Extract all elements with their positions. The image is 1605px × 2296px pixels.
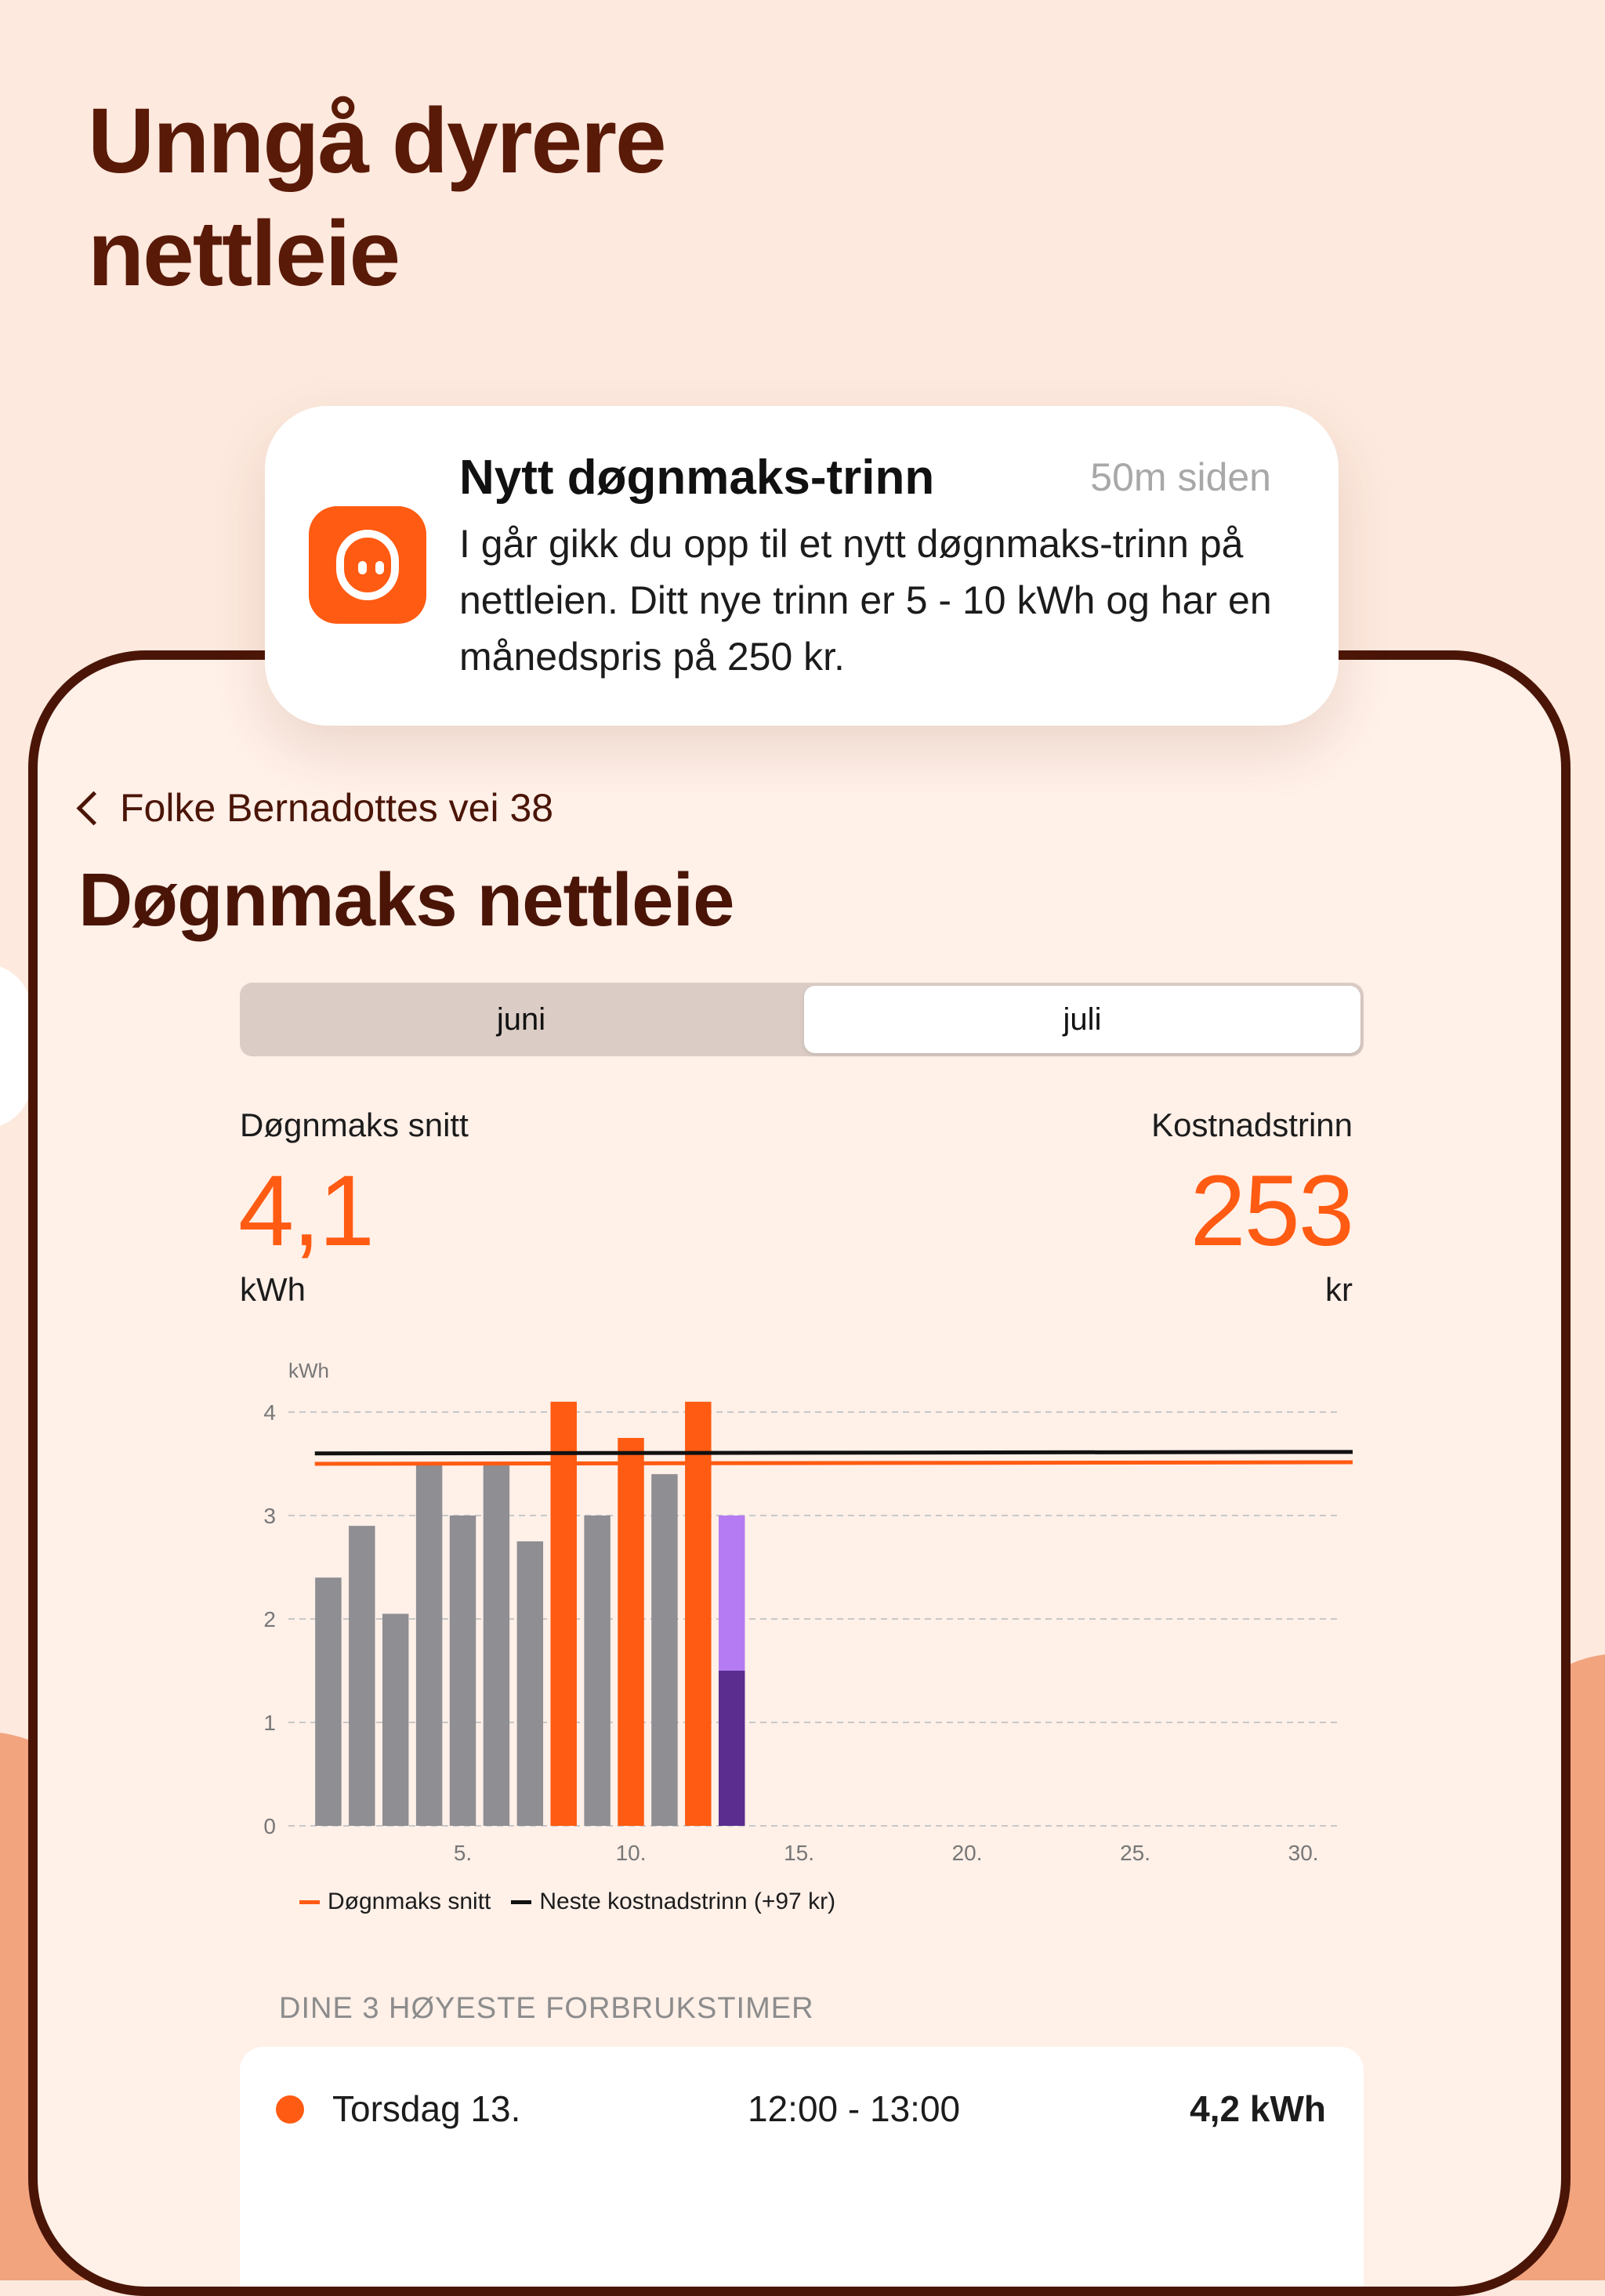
hero-title-line2: nettleie [88,202,400,306]
y-tick-label: 3 [263,1504,276,1528]
app-icon [309,506,426,624]
back-button[interactable] [72,785,553,831]
bar [517,1541,543,1826]
bar [484,1464,509,1826]
notification-time: 50m siden [1090,455,1271,499]
y-tick-label: 4 [263,1400,276,1425]
avg-max-line [315,1462,1353,1464]
x-tick-label: 20. [951,1841,983,1865]
back-label: Folke Bernadottes vei 38 [120,786,554,830]
notification-title: Nytt døgnmaks-trinn [459,451,935,505]
row-time: 12:00 - 13:00 [748,2088,961,2129]
cost-step-value: 253 [1190,1155,1353,1267]
outlet-face-icon [336,530,399,600]
bar [584,1516,610,1826]
top-hours-list [240,2047,1364,2296]
bar [651,1474,677,1826]
y-tick-label: 1 [263,1711,276,1735]
x-tick-label: 10. [615,1841,647,1865]
device-frame [28,650,1571,2296]
cost-step-unit: kr [1325,1271,1353,1308]
row-kwh: 4,2 kWh [1190,2088,1326,2129]
y-tick-label: 2 [263,1607,276,1631]
row-day: Torsdag 13. [332,2088,521,2129]
bar-peak [618,1438,643,1826]
segment-june[interactable]: juni [496,1001,546,1037]
segment-july[interactable]: juli [804,986,1360,1053]
legend-item-next-step [511,1889,835,1915]
month-segmented-control[interactable] [240,983,1364,1056]
avg-max-value: 4,1 [238,1155,373,1267]
hero-title-line1: Unngå dyrere [88,89,665,193]
notification-body: I går gikk du opp til et nytt døgnmaks-trinn på nettleien. Ditt nye trinn er 5 - 10 kWh og har en månedspris på 250 kr. [459,522,1272,679]
legend-label-avg: Døgnmaks snitt [328,1889,491,1914]
legend-swatch-avg [299,1900,320,1904]
bar [349,1526,375,1826]
chart-svg [240,1349,1353,1867]
cost-step-label: Kostnadstrinn [1151,1106,1353,1143]
chevron-left-icon [77,791,111,825]
legend-item-avg [299,1889,491,1915]
y-axis-label: kWh [288,1359,329,1382]
bar [382,1613,408,1826]
x-tick-label: 15. [784,1841,815,1865]
x-tick-label: 25. [1120,1841,1151,1865]
bar-current-forecast [719,1516,745,1671]
screen-title: Døgnmaks nettleie [78,858,734,942]
top-hours-heading: DINE 3 HØYESTE FORBRUKSTIMER [279,1992,814,2025]
avg-max-unit: kWh [240,1271,306,1308]
daily-max-chart [240,1349,1353,1870]
chart-legend [299,1889,835,1915]
bar [315,1577,341,1826]
hero-title [88,85,665,310]
list-item[interactable] [240,2078,1364,2141]
bar-current-actual [719,1671,745,1826]
legend-label-next-step: Neste kostnadstrinn (+97 kr) [539,1889,836,1914]
push-notification[interactable] [265,406,1339,726]
background-shape-left [0,964,31,1128]
legend-swatch-next-step [511,1900,531,1904]
bar [450,1516,476,1826]
y-tick-label: 0 [263,1814,276,1838]
face-eye-left [358,561,367,574]
bar [416,1464,442,1826]
avg-max-label: Døgnmaks snitt [240,1106,469,1143]
face-eye-right [375,561,384,574]
next-step-line [315,1452,1353,1454]
bar-peak [685,1402,711,1826]
x-tick-label: 5. [453,1841,473,1865]
status-dot-icon [276,2095,304,2124]
x-tick-label: 30. [1288,1841,1319,1865]
